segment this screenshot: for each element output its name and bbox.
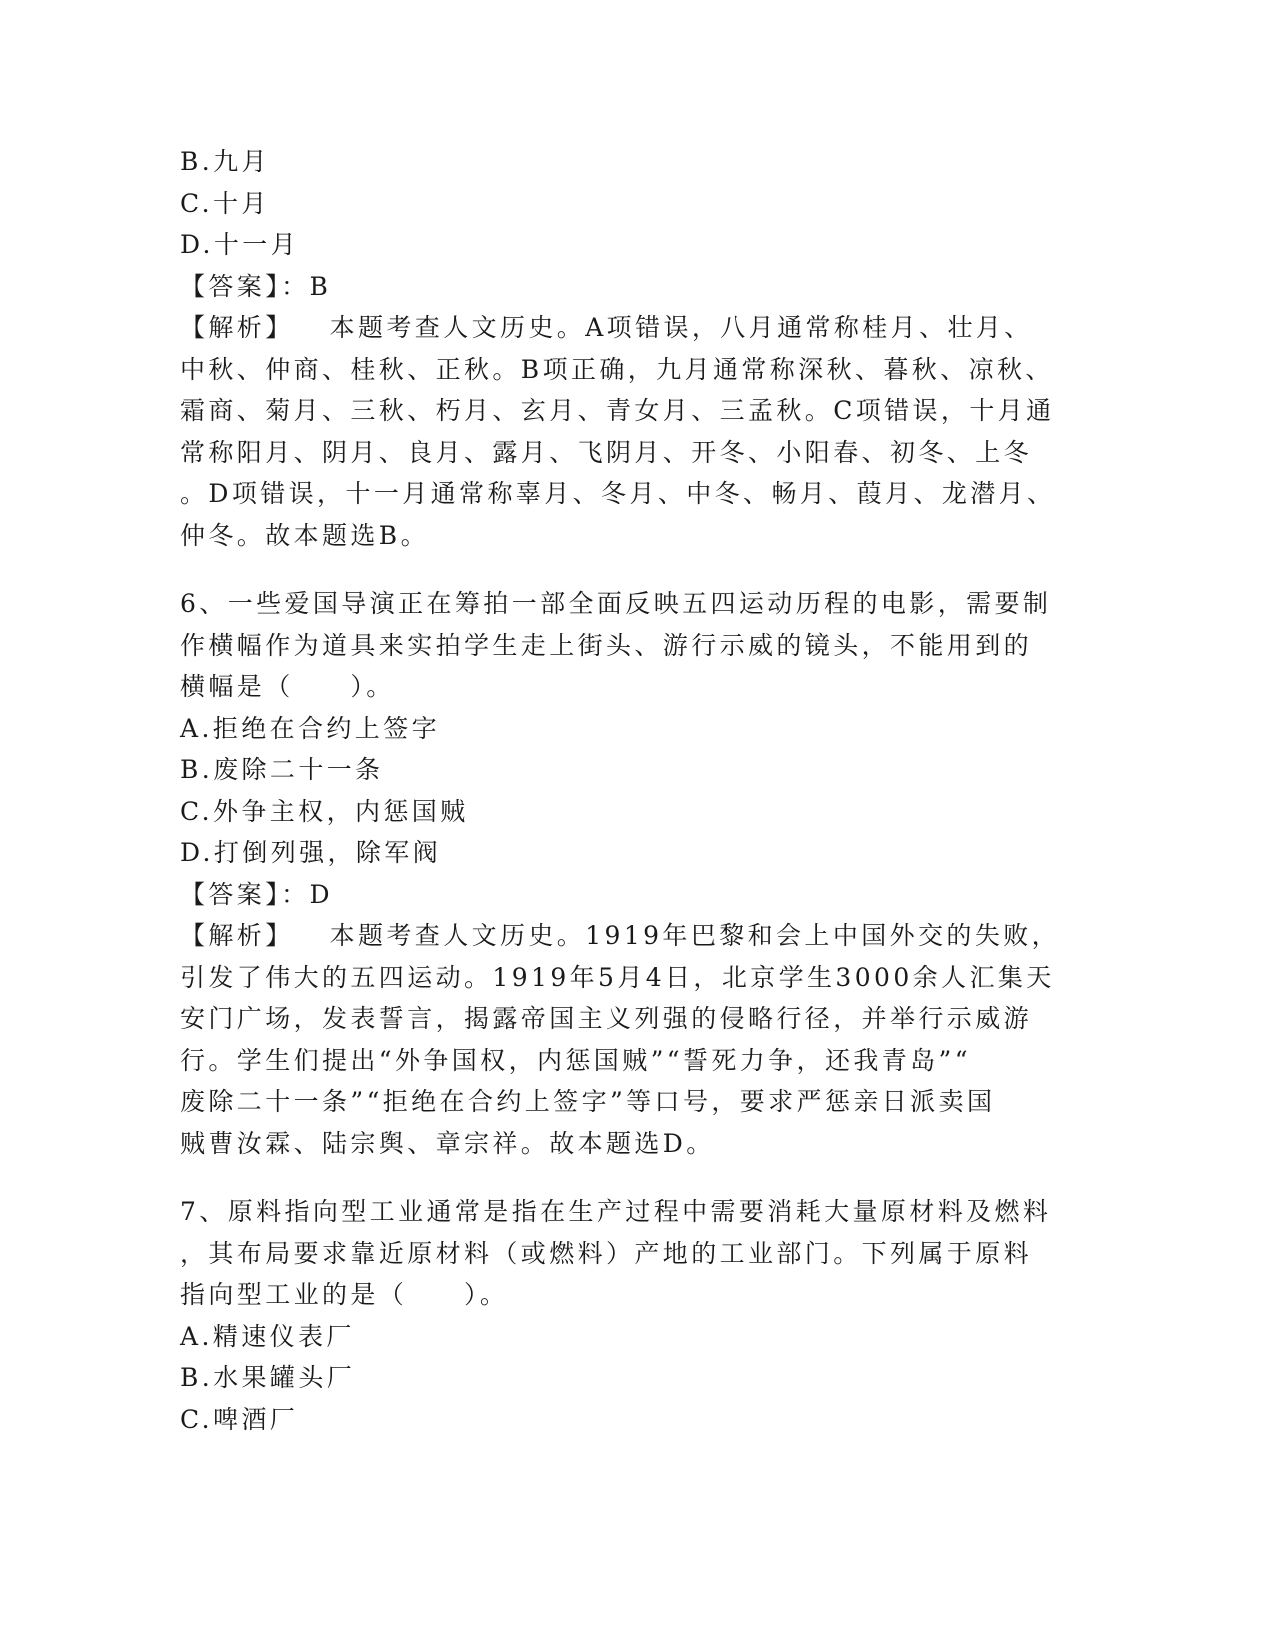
question-gap [180, 1164, 1050, 1191]
explanation-line: 引发了伟大的五四运动。1919年5月4日，北京学生3000余人汇集天 [180, 962, 1055, 992]
option-c: C.外争主权，内惩国贼 [180, 796, 469, 826]
explanation-text: 本题考查人文历史。1919年巴黎和会上中国外交的失败， [329, 921, 1061, 950]
explanation-line: 安门广场，发表誓言，揭露帝国主义列强的侵略行径，并举行示威游 [180, 1004, 1033, 1033]
explanation-line: 仲冬。故本题选B。 [180, 520, 429, 550]
explanation-line [180, 307, 1050, 349]
option-c: C.十月 [180, 188, 270, 218]
question-line: 作横幅作为道具来实拍学生走上街头、游行示威的镜头，不能用到的 [180, 630, 1033, 660]
question-line: ，其布局要求靠近原材料（或燃料）产地的工业部门。下列属于原料 [180, 1238, 1033, 1268]
question-line: 6、一些爱国导演正在筹拍一部全面反映五四运动历程的电影，需要制 [180, 589, 1052, 618]
explanation-line: 贼曹汝霖、陆宗舆、章宗祥。故本题选D。 [180, 1128, 715, 1158]
option-b: B.废除二十一条 [180, 755, 384, 784]
option-d: D.十一月 [180, 230, 300, 259]
option-a: A.精速仪表厂 [180, 1321, 355, 1351]
explanation-line: 中秋、仲商、桂秋、正秋。B项正确，九月通常称深秋、暮秋、凉秋、 [180, 354, 1054, 384]
explanation-label: 【解析】 [180, 921, 294, 950]
option-b: B.水果罐头厂 [180, 1363, 356, 1392]
option-a: A.拒绝在合约上签字 [180, 713, 441, 743]
document-page [180, 141, 1061, 1440]
explanation-line: 。D项错误，十一月通常称辜月、冬月、中冬、畅月、葭月、龙潜月、 [180, 479, 1056, 508]
answer-line: 【答案】：D [180, 879, 333, 909]
question-line: 7、原料指向型工业通常是指在生产过程中需要消耗大量原材料及燃料 [180, 1197, 1052, 1226]
explanation-line: 行。学生们提出“外争国权，内惩国贼”“誓死力争，还我青岛”“ [180, 1045, 971, 1075]
explanation-line: 常称阳月、阴月、良月、露月、飞阴月、开冬、小阳春、初冬、上冬 [180, 437, 1033, 467]
option-c: C.啤酒厂 [180, 1404, 299, 1434]
explanation-label: 【解析】 [180, 313, 294, 342]
explanation-text: 本题考查人文历史。A项错误，八月通常称桂月、壮月、 [329, 313, 1033, 342]
question-line: 指向型工业的是（ ）。 [180, 1280, 509, 1309]
explanation-line: 霜商、菊月、三秋、朽月、玄月、青女月、三孟秋。C项错误，十月通 [180, 396, 1055, 425]
explanation-line: 废除二十一条”“拒绝在合约上签字”等口号，要求严惩亲日派卖国 [180, 1087, 996, 1116]
answer-line: 【答案】：B [180, 271, 332, 301]
question-gap [180, 556, 1050, 583]
question-line: 横幅是（ ）。 [180, 672, 395, 701]
explanation-line [180, 915, 1061, 957]
option-d: D.打倒列强，除军阀 [180, 838, 442, 867]
option-b: B.九月 [180, 147, 270, 176]
